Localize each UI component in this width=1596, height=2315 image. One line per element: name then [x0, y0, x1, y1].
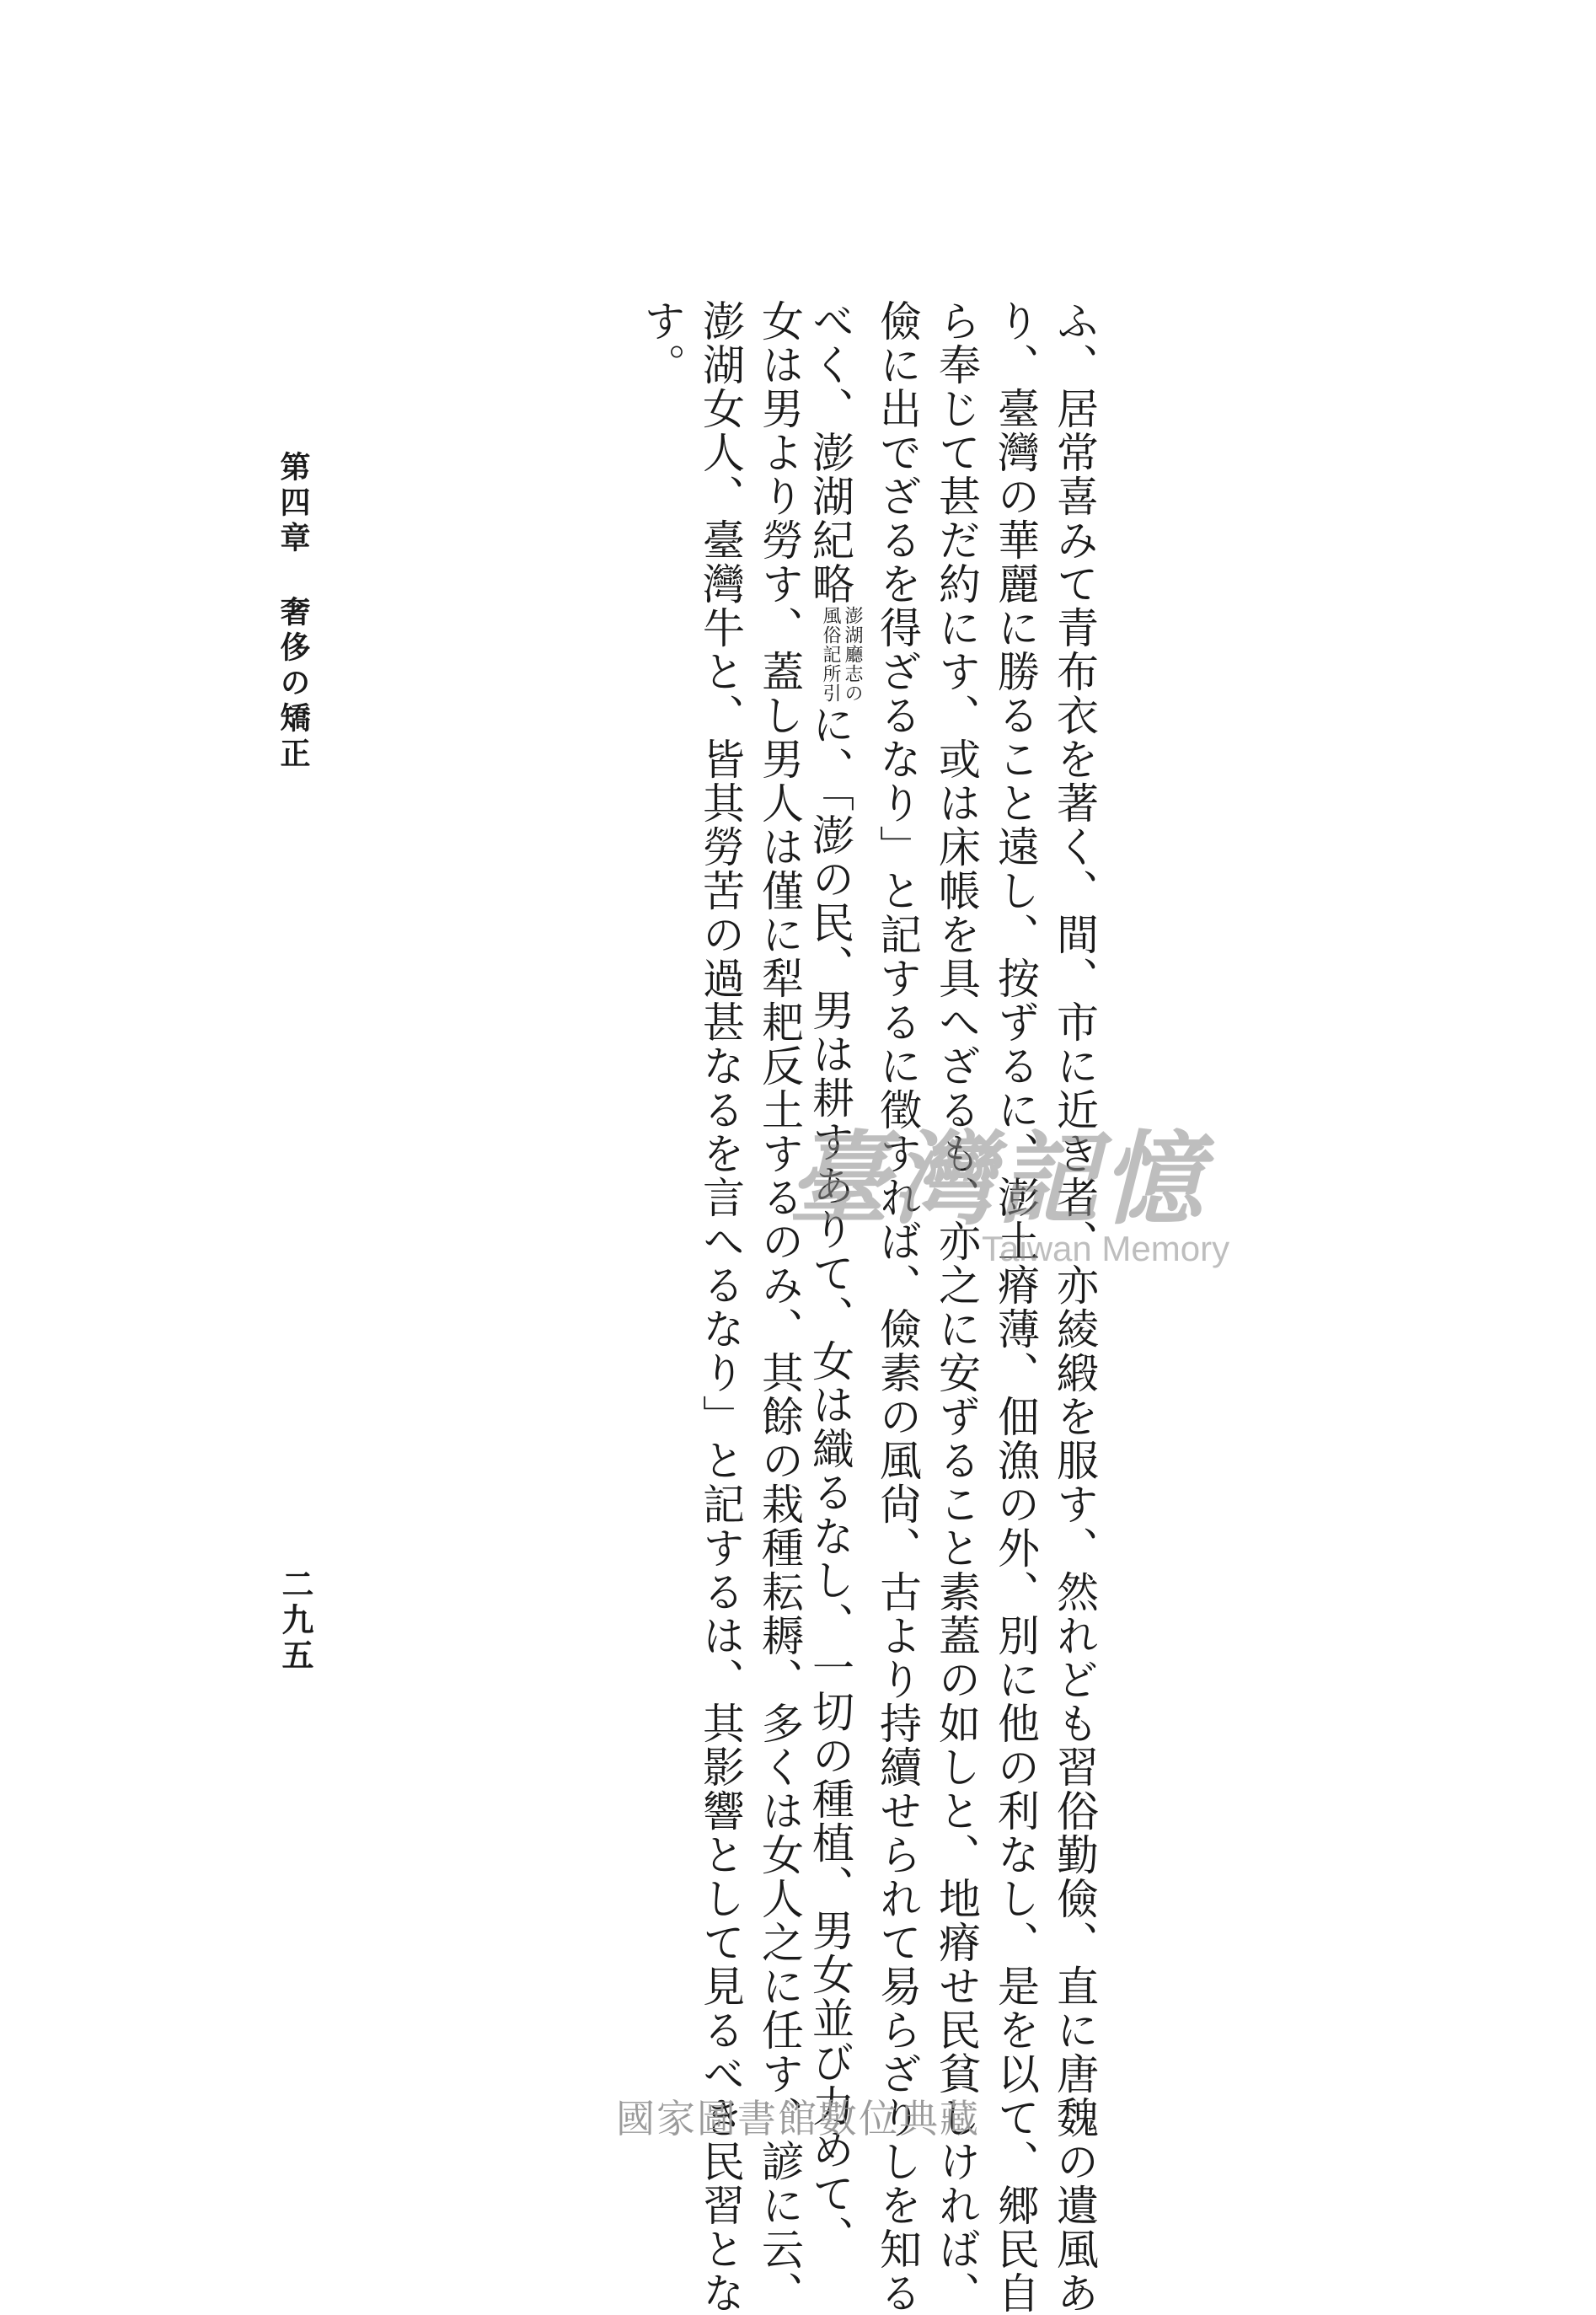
running-header	[268, 451, 319, 872]
text-column-7: 澎湖女人、臺灣牛と、皆其勞苦の過甚なるを言へるなり」と記するは、其影響として見るべき民習とな	[696, 299, 745, 2315]
watermark-subtitle: Taiwan Memory	[982, 1229, 1230, 1268]
text-column-5	[806, 299, 868, 2259]
inline-annotation	[819, 606, 863, 703]
text-column-8: す。	[637, 299, 686, 387]
text-column-5-before: べく、澎湖紀略	[806, 299, 854, 606]
text-column-2: り、臺灣の華麗に勝ること遠し、按ずるに、澎土瘠薄、佃漁の外、別に他の利なし、是を以て、郷民自	[991, 299, 1040, 2315]
watermark-logo-text: 臺灣記憶	[788, 1120, 1206, 1239]
annotation-line-1: 澎湖廳志の	[842, 606, 863, 703]
text-column-4: 儉に出でざるを得ざるなり」と記するに徵すれば、儉素の風尙、古より持續せられて易らざりしを知る	[873, 299, 922, 2315]
footer-credit: 國家圖書館數位典藏	[616, 2096, 980, 2141]
text-column-1: ふ、居常喜みて青布衣を著く、間、市に近き者、亦綾緞を服す、然れども習俗勤儉、直に唐魏の遺風あ	[1050, 299, 1099, 2315]
text-column-5-after: に、「澎の民、男は耕すありて、女は織るなし、一切の種植、男女並び力めて、	[806, 703, 854, 2259]
annotation-line-2: 風俗記所引	[820, 606, 841, 703]
page-number: 二九五	[276, 1567, 314, 1674]
text-column-6: 女は男より勞す、蓋し男人は僅に犁耙反土するのみ、其餘の栽種耘耨、多くは女人之に任す、諺に云、	[755, 299, 804, 2315]
chapter-title: 奢侈の矯正	[276, 596, 311, 773]
text-column-3: ら奉じて甚だ約にす、或は床帳を具へざるも、亦之に安ずること素蓋の如しと、地瘠せ民貧しければ、	[932, 299, 981, 2315]
chapter-label: 第四章	[276, 451, 311, 557]
